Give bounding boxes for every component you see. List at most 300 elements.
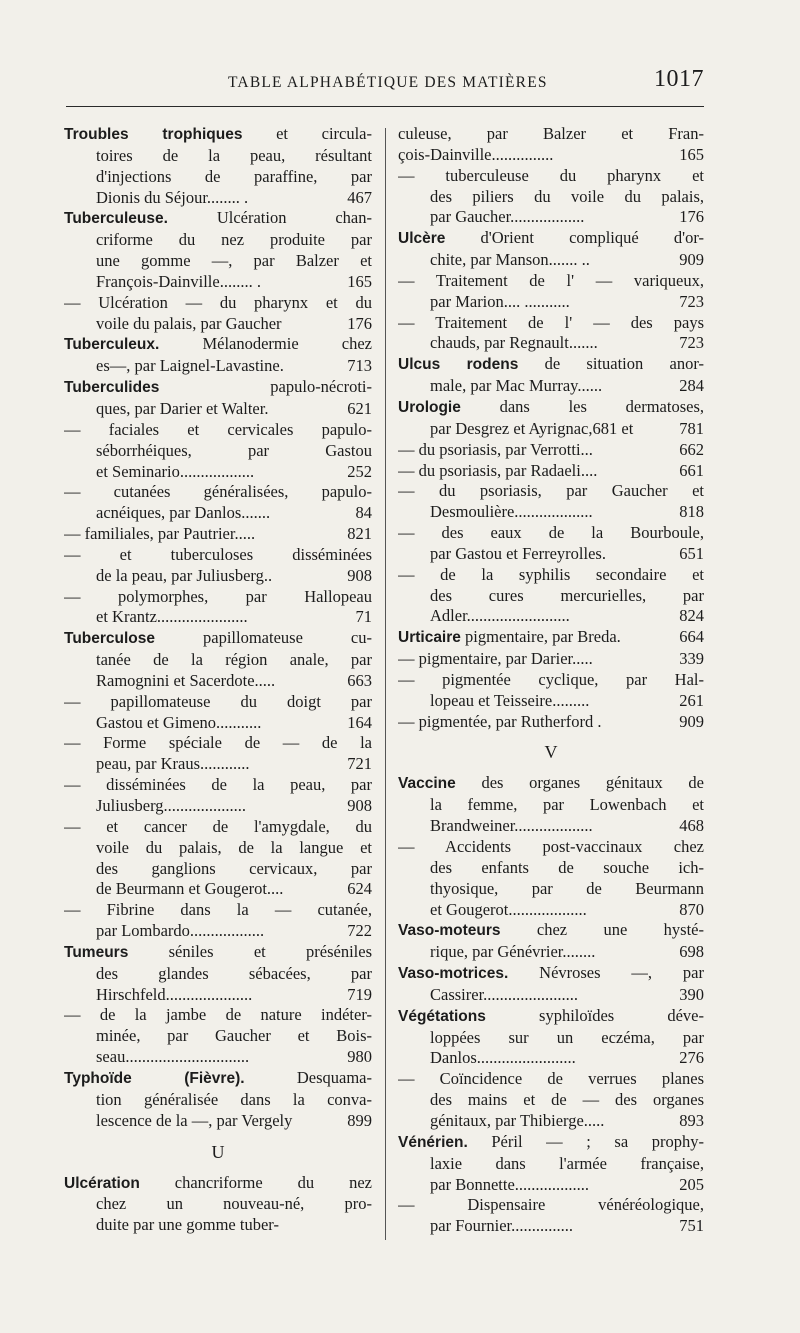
page-reference: 723: [679, 291, 704, 311]
page-reference: 821: [347, 524, 372, 544]
entry-line: [398, 1132, 704, 1154]
index-entry: [398, 1006, 704, 1070]
page-reference: 893: [679, 1110, 704, 1130]
entry-text: des piliers du voile du palais,: [430, 186, 704, 206]
index-entry: [64, 1173, 372, 1237]
entry-text: des mains et de — des organes: [430, 1090, 704, 1110]
entry-line: [64, 188, 372, 209]
index-entry: [398, 166, 704, 229]
entry-headword: Tuberculose: [64, 630, 156, 648]
entry-line: [64, 1047, 372, 1068]
page-reference: 664: [679, 627, 704, 647]
entry-line: [64, 942, 372, 964]
page-reference: 276: [679, 1048, 704, 1068]
entry-line: [398, 691, 704, 712]
page-reference: 824: [679, 606, 704, 626]
entry-line: [64, 964, 372, 985]
page-reference: 781: [679, 418, 704, 438]
index-entry: [398, 271, 704, 313]
entry-line: [64, 230, 372, 251]
entry-text: des ganglions cervicaux, par: [96, 858, 372, 878]
entry-text: — Coïncidence de verrues planes: [398, 1069, 704, 1089]
entry-line: [398, 313, 704, 334]
entry-text: et Seminario..................: [96, 461, 255, 481]
entry-line: [398, 376, 704, 397]
entry-text: — du psoriasis, par Radaeli....: [398, 460, 598, 480]
entry-line: [64, 650, 372, 671]
page-reference: 908: [347, 796, 372, 815]
entry-text: lopeau et Teisseire.........: [430, 690, 590, 710]
entry-line: [398, 1090, 704, 1111]
entry-line: [64, 817, 372, 838]
entry-text: chauds, par Regnault.......: [430, 333, 598, 353]
entry-text: — de la jambe de nature indéter-: [64, 1005, 372, 1025]
entry-line: [398, 187, 704, 208]
entry-line: [398, 502, 704, 523]
entry-line: [398, 1028, 704, 1049]
entry-line: [64, 587, 372, 608]
page-reference: 339: [679, 649, 704, 669]
index-entry: [398, 354, 704, 397]
page-reference: 467: [347, 187, 372, 207]
page-reference: 651: [679, 543, 704, 563]
index-entry: [398, 837, 704, 920]
entry-text: — du psoriasis, par Verrotti...: [398, 439, 593, 459]
index-entry: [64, 482, 372, 524]
entry-text: — Traitement de l' — variqueux,: [398, 270, 704, 290]
entry-line: [398, 397, 704, 419]
entry-text: — des eaux de la Bourboule,: [398, 523, 704, 543]
entry-line: [398, 963, 704, 985]
entry-line: [64, 1005, 372, 1026]
index-entry: [398, 397, 704, 440]
entry-line: [398, 481, 704, 502]
entry-line: [64, 482, 372, 503]
entry-line: [398, 670, 704, 691]
page-reference: 468: [679, 816, 704, 836]
entry-text: Juliusberg....................: [96, 796, 247, 815]
index-entry: [64, 377, 372, 420]
index-entry: [64, 775, 372, 817]
section-letter: U: [211, 1141, 225, 1162]
entry-text: minée, par Gaucher et Bois-: [96, 1026, 372, 1046]
index-entry: [398, 1069, 704, 1132]
entry-line: [64, 671, 372, 692]
index-entry: [398, 649, 704, 670]
index-entry: [398, 461, 704, 482]
entry-text: — Forme spéciale de — de la: [64, 733, 372, 753]
entry-headword: Troubles trophiques: [64, 126, 243, 143]
entry-line: [398, 333, 704, 354]
page-reference: 713: [347, 356, 372, 376]
entry-line: [64, 167, 372, 188]
index-entry: [398, 440, 704, 461]
entry-line: [64, 713, 372, 734]
entry-line: [64, 900, 372, 921]
entry-text: — du psoriasis, par Gaucher et: [398, 481, 704, 501]
entry-line: [398, 837, 704, 858]
entry-text: Typhoïde (Fièvre). Desquama-: [64, 1067, 372, 1087]
entry-text: Urologie dans les dermatoses,: [398, 396, 704, 416]
index-entry: [64, 817, 372, 900]
entry-text: male, par Mac Murray......: [430, 376, 603, 396]
entry-text: par Bonnette..................: [430, 1174, 590, 1194]
entry-text: — pigmentée, par Rutherford .: [398, 711, 602, 731]
entry-line: [64, 420, 372, 441]
entry-line: [398, 858, 704, 879]
entry-line: [64, 334, 372, 356]
index-entry: [64, 628, 372, 692]
left-column: [64, 124, 372, 1236]
entry-line: [64, 838, 372, 859]
page-header: [64, 66, 704, 102]
entry-line: [64, 441, 372, 462]
entry-text: — pigmentée cyclique, par Hal-: [398, 669, 704, 689]
entry-line: [398, 207, 704, 228]
entry-text: es—, par Laignel-Lavastine.: [96, 356, 284, 376]
entry-text: Tumeurs séniles et préséniles: [64, 941, 372, 961]
entry-text: Ulcus rodens de situation anor-: [398, 354, 704, 374]
entry-headword: Tuberculeuse.: [64, 210, 168, 228]
entry-line: [64, 775, 372, 796]
entry-line: [64, 1215, 372, 1236]
entry-text: — disséminées de la peau, par: [64, 775, 372, 795]
index-entry: [398, 920, 704, 963]
entry-text: — Accidents post-vaccinaux chez: [398, 837, 704, 856]
page-reference: 663: [347, 670, 372, 690]
section-letter: V: [544, 742, 558, 763]
page-reference: 71: [355, 607, 372, 627]
entry-line: [64, 524, 372, 545]
entry-line: [398, 292, 704, 313]
entry-line: [398, 606, 704, 627]
entry-headword: Vaccine: [398, 775, 456, 793]
entry-text: Tuberculides papulo-nécroti-: [64, 377, 372, 397]
entry-headword: Urticaire: [398, 629, 461, 647]
entry-line: [64, 272, 372, 293]
entry-line: [64, 314, 372, 335]
entry-text: par Marion.... ...........: [430, 291, 570, 311]
page-reference: 818: [679, 502, 704, 522]
index-entry: [64, 545, 372, 587]
header-rule: [66, 106, 704, 107]
entry-text: Vaso-moteurs chez une hysté-: [398, 920, 704, 940]
index-entry: [64, 900, 372, 942]
entry-line: [398, 1154, 704, 1175]
entry-line: [64, 879, 372, 900]
page-reference: 205: [679, 1174, 704, 1194]
index-entry: [64, 420, 372, 483]
entry-line: [398, 795, 704, 816]
entry-text: — et tuberculoses disséminées: [64, 544, 372, 564]
entry-text: Cassirer.......................: [430, 984, 579, 1004]
entry-line: [398, 1175, 704, 1196]
page-reference: 164: [347, 712, 372, 732]
entry-text: des enfants de souche ich-: [430, 857, 704, 877]
entry-line: [64, 1026, 372, 1047]
entry-line: [64, 859, 372, 880]
entry-headword: Ulcus rodens: [398, 356, 519, 374]
index-entry: [398, 712, 704, 733]
entry-line: [64, 921, 372, 942]
entry-line: [398, 712, 704, 733]
entry-text: peau, par Kraus............: [96, 754, 250, 774]
entry-text: Vaccine des organes génitaux de: [398, 773, 704, 793]
entry-text: — Fibrine dans la — cutanée,: [64, 900, 372, 920]
entry-headword: Tuberculides: [64, 379, 160, 397]
entry-text: chite, par Manson....... ..: [430, 250, 590, 270]
entry-headword: Typhoïde (Fièvre).: [64, 1069, 245, 1087]
entry-text: acnéiques, par Danlos.......: [96, 503, 271, 523]
page-reference: 870: [679, 899, 704, 919]
index-entry: [398, 124, 704, 166]
page-reference: 261: [679, 690, 704, 710]
page-reference: 621: [347, 398, 372, 418]
entry-headword: Ulcération: [64, 1174, 140, 1192]
entry-text: culeuse, par Balzer et Fran-: [398, 124, 704, 143]
entry-text: criforme du nez produite par: [96, 230, 372, 250]
entry-text: séborrhéiques, par Gastou: [96, 440, 372, 460]
entry-text: Vaso-motrices. Névroses —, par: [398, 963, 704, 983]
entry-text: Vénérien. Péril — ; sa prophy-: [398, 1131, 704, 1151]
entry-line: [398, 1006, 704, 1028]
entry-line: [64, 1068, 372, 1090]
entry-text: et Krantz......................: [96, 607, 248, 627]
page-reference: 284: [679, 376, 704, 396]
index-entry: [398, 627, 704, 649]
entry-line: [398, 1048, 704, 1069]
entry-line: [64, 607, 372, 628]
entry-line: [398, 124, 704, 145]
entry-line: [398, 1195, 704, 1216]
entry-line: [64, 545, 372, 566]
page-reference: 176: [347, 313, 372, 333]
page-reference: 698: [679, 942, 704, 962]
entry-line: [398, 461, 704, 482]
entry-text: tanée de la région anale, par: [96, 650, 372, 670]
entry-text: toires de la peau, résultant: [96, 145, 372, 165]
entry-text: par Fournier...............: [430, 1216, 573, 1236]
page-reference: 390: [679, 984, 704, 1004]
entry-text: de la peau, par Juliusberg..: [96, 565, 273, 585]
entry-line: [398, 419, 704, 440]
page-reference: 909: [679, 250, 704, 270]
index-entry: [64, 208, 372, 292]
page-reference: 980: [347, 1047, 372, 1067]
page-reference: 899: [347, 1110, 372, 1130]
entry-line: [398, 900, 704, 921]
entry-text: — faciales et cervicales papulo-: [64, 419, 372, 439]
entry-text: — familiales, par Pautrier.....: [64, 524, 256, 544]
entry-text: ques, par Darier et Walter.: [96, 398, 269, 418]
page-number: 1017: [654, 66, 704, 92]
index-entry: [398, 228, 704, 271]
index-entry: [64, 587, 372, 629]
index-entry: [64, 1068, 372, 1132]
entry-line: [398, 250, 704, 271]
entry-line: [398, 649, 704, 670]
entry-text: çois-Dainville...............: [398, 144, 554, 164]
entry-text: Ulcération chancriforme du nez: [64, 1172, 372, 1192]
entry-line: [64, 124, 372, 146]
entry-text: des glandes sébacées, par: [96, 963, 372, 983]
entry-line: [64, 1090, 372, 1111]
entry-line: [64, 293, 372, 314]
entry-text: voile du palais, de la langue et: [96, 837, 372, 857]
entry-text: voile du palais, par Gaucher: [96, 313, 282, 333]
entry-text: Végétations syphiloïdes déve-: [398, 1005, 704, 1025]
page-reference: 908: [347, 565, 372, 585]
entry-text: — et cancer de l'amygdale, du: [64, 816, 372, 836]
entry-text: par Lombardo..................: [96, 921, 265, 941]
page-reference: 719: [347, 984, 372, 1004]
index-entry: [398, 1132, 704, 1196]
entry-headword: Tumeurs: [64, 943, 129, 961]
running-title: TABLE ALPHABÉTIQUE DES MATIÈRES: [228, 74, 548, 91]
entry-line: [398, 440, 704, 461]
entry-line: [398, 145, 704, 166]
index-entry: [398, 313, 704, 355]
entry-headword: Ulcère: [398, 230, 446, 248]
entry-text: chez un nouveau-né, pro-: [96, 1194, 372, 1214]
entry-line: [398, 586, 704, 607]
entry-line: [398, 985, 704, 1006]
entry-text: seau..............................: [96, 1047, 250, 1067]
entry-line: [64, 754, 372, 775]
entry-text: — Ulcération — du pharynx et du: [64, 292, 372, 312]
entry-text: Ramognini et Sacerdote.....: [96, 670, 276, 690]
page-reference: 722: [347, 921, 372, 941]
index-entry: [398, 1195, 704, 1237]
entry-text: Adler.........................: [430, 606, 570, 626]
entry-line: [64, 628, 372, 650]
entry-line: [64, 692, 372, 713]
entry-line: [64, 356, 372, 377]
entry-text: François-Dainville........ .: [96, 271, 261, 291]
entry-text: de Beurmann et Gougerot....: [96, 879, 284, 899]
entry-text: Hirschfeld.....................: [96, 984, 253, 1004]
entry-line: [64, 208, 372, 230]
entry-headword: Vénérien.: [398, 1133, 468, 1151]
entry-line: [64, 146, 372, 167]
entry-text: — polymorphes, par Hallopeau: [64, 586, 372, 606]
entry-line: [398, 942, 704, 963]
index-entry: [64, 1005, 372, 1068]
entry-text: — papillomateuse du doigt par: [64, 691, 372, 711]
entry-line: [398, 627, 704, 649]
index-entry: [64, 334, 372, 377]
entry-headword: Vaso-moteurs: [398, 922, 501, 940]
entry-headword: Vaso-motrices.: [398, 965, 509, 983]
entry-line: [398, 354, 704, 376]
page-reference: 723: [679, 333, 704, 353]
entry-line: [64, 251, 372, 272]
entry-line: [398, 166, 704, 187]
entry-line: [64, 377, 372, 399]
index-entry: [398, 773, 704, 837]
entry-line: [398, 920, 704, 942]
index-entry: [64, 124, 372, 208]
entry-line: [398, 1069, 704, 1090]
entry-text: par Gaucher..................: [430, 207, 585, 227]
entry-text: des cures mercurielles, par: [430, 585, 704, 605]
entry-text: Danlos........................: [430, 1048, 576, 1068]
entry-line: [398, 544, 704, 565]
entry-line: [64, 796, 372, 817]
entry-text: par Gastou et Ferreyrolles.: [430, 543, 606, 563]
index-entry: [398, 565, 704, 628]
entry-line: [64, 1111, 372, 1132]
page-reference: 661: [679, 460, 704, 480]
entry-text: — tuberculeuse du pharynx et: [398, 165, 704, 185]
entry-line: [398, 271, 704, 292]
page-reference: 909: [679, 711, 704, 731]
entry-text: Urticaire pigmentaire, par Breda.: [398, 627, 621, 647]
entry-line: [64, 1173, 372, 1195]
index-entry: [398, 523, 704, 565]
entry-text: Tuberculeuse. Ulcération chan-: [64, 208, 372, 228]
entry-line: [398, 565, 704, 586]
entry-text: tion généralisée dans la conva-: [96, 1089, 372, 1109]
entry-line: [398, 879, 704, 900]
page-reference: 662: [679, 439, 704, 459]
entry-text: génitaux, par Thibierge.....: [430, 1110, 605, 1130]
entry-text: — cutanées généralisées, papulo-: [64, 482, 372, 502]
entry-line: [398, 816, 704, 837]
entry-text: et Gougerot...................: [430, 899, 587, 919]
entry-text: duite par une gomme tuber-: [96, 1215, 279, 1235]
entry-line: [398, 228, 704, 250]
entry-line: [64, 462, 372, 483]
entry-text: Brandweiner...................: [430, 816, 593, 836]
entry-text: — Traitement de l' — des pays: [398, 312, 704, 332]
entry-text: Ulcère d'Orient compliqué d'or-: [398, 228, 704, 248]
page-reference: 176: [679, 207, 704, 227]
index-entry: [64, 733, 372, 775]
entry-text: rique, par Génévrier........: [430, 942, 596, 962]
entry-text: Dionis du Séjour........ .: [96, 187, 249, 207]
entry-text: laxie dans l'armée française,: [430, 1153, 704, 1173]
entry-text: Tuberculose papillomateuse cu-: [64, 628, 372, 648]
index-entry: [398, 481, 704, 523]
entry-text: Desmoulière...................: [430, 502, 593, 522]
entry-text: la femme, par Lowenbach et: [430, 795, 704, 815]
page-reference: 252: [347, 461, 372, 481]
entry-line: [64, 566, 372, 587]
entry-text: une gomme —, par Balzer et: [96, 251, 372, 271]
page-reference: 751: [679, 1216, 704, 1236]
entry-line: [64, 503, 372, 524]
entry-line: [398, 773, 704, 795]
entry-text: — de la syphilis secondaire et: [398, 564, 704, 584]
entry-text: Gastou et Gimeno...........: [96, 712, 262, 732]
page-reference: 165: [679, 144, 704, 164]
entry-line: [398, 523, 704, 544]
index-entry: [398, 670, 704, 712]
entry-text: d'injections de paraffine, par: [96, 166, 372, 186]
index-entry: [64, 942, 372, 1006]
entry-line: [398, 1111, 704, 1132]
page-reference: 624: [347, 879, 372, 899]
entry-text: Tuberculeux. Mélanodermie chez: [64, 334, 372, 354]
entry-text: Troubles trophiques et circula-: [64, 124, 372, 143]
index-entry: [64, 293, 372, 335]
entry-headword: Tuberculeux.: [64, 336, 160, 354]
entry-line: [64, 985, 372, 1006]
entry-headword: Végétations: [398, 1007, 486, 1025]
entry-text: loppées sur un eczéma, par: [430, 1027, 704, 1047]
entry-headword: Urologie: [398, 398, 461, 416]
